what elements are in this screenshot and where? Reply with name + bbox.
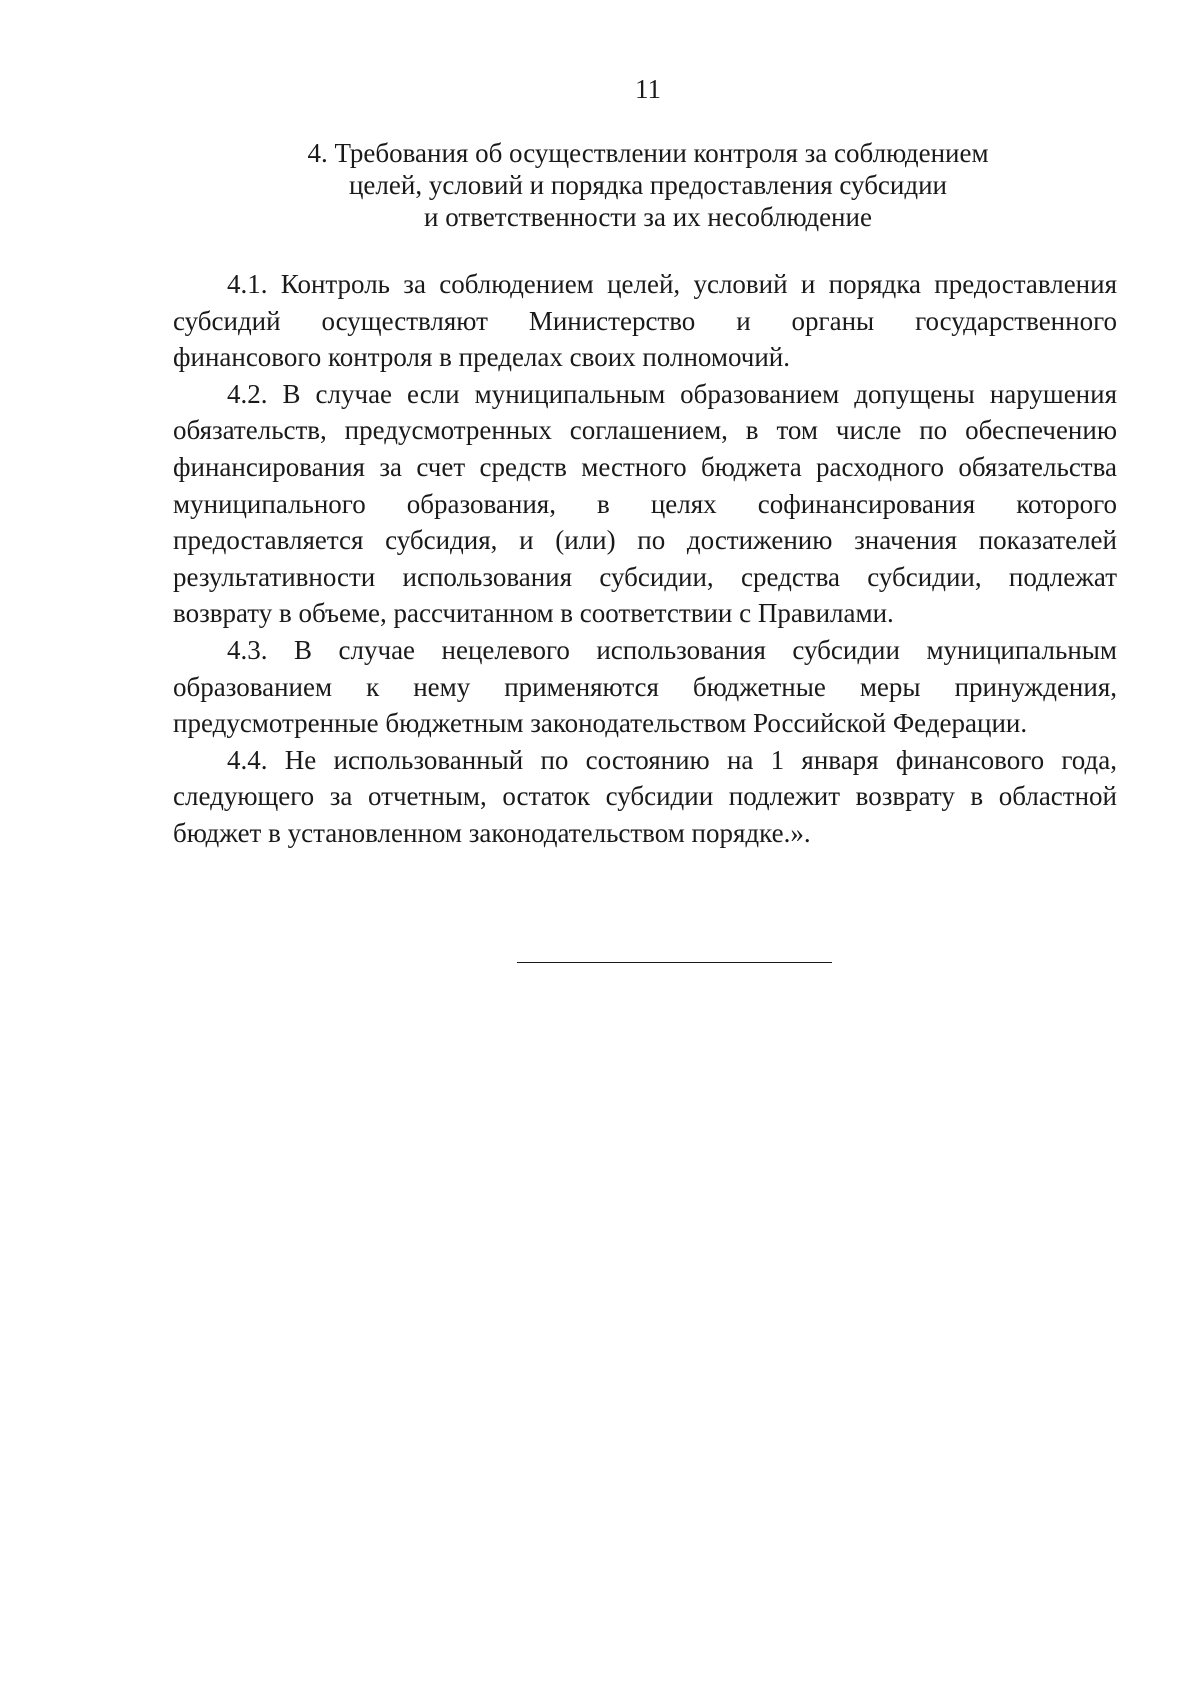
paragraph-4-2 (173, 376, 1117, 632)
text-line: следующего за отчетным, остаток субсидии подлежит возврату в областной (173, 781, 1117, 812)
text-line: результативности использования субсидии, средства субсидии, подлежат (173, 561, 1117, 592)
paragraph-4-4 (173, 742, 1117, 852)
text-line: субсидий осуществляют Министерство и органы государственного (173, 305, 1117, 336)
text-line: возврату в объеме, рассчитанном в соответствии с Правилами. (173, 598, 894, 629)
text-line: 4.1. Контроль за соблюдением целей, условий и порядка предоставления (227, 269, 1117, 299)
heading-line: и ответственности за их несоблюдение (424, 202, 872, 232)
text-line: 4.2. В случае если муниципальным образованием допущены нарушения (227, 378, 1117, 409)
section-heading (0, 137, 1200, 233)
text-line: финансового контроля в пределах своих полномочий. (173, 342, 791, 373)
text-line: 4.4. Не использованный по состоянию на 1 января финансового года, (227, 744, 1117, 775)
text-line: предусмотренные бюджетным законодательством Российской Федерации. (173, 708, 1028, 739)
text-line: 4.3. В случае нецелевого использования субсидии муниципальным (227, 634, 1117, 665)
text-line: финансирования за счет средств местного бюджета расходного обязательства (173, 451, 1117, 482)
text-line: предоставляется субсидия, и (или) по достижению значения показателей (173, 525, 1117, 556)
text-line: обязательств, предусмотренных соглашением, в том числе по обеспечению (173, 415, 1117, 446)
heading-line: целей, условий и порядка предоставления субсидии (348, 170, 948, 200)
paragraph-4-3 (173, 632, 1117, 742)
paragraph-4-1 (173, 266, 1117, 376)
text-line: бюджет в установленном законодательством порядке.». (173, 817, 811, 848)
end-separator-line (517, 962, 832, 963)
page-number: 11 (635, 74, 661, 104)
section-body (173, 266, 1117, 852)
text-line: муниципального образования, в целях софинансирования которого (173, 488, 1117, 519)
heading-line: 4. Требования об осуществлении контроля за соблюдением (307, 138, 989, 168)
text-line: образованием к нему применяются бюджетные меры принуждения, (173, 671, 1117, 702)
